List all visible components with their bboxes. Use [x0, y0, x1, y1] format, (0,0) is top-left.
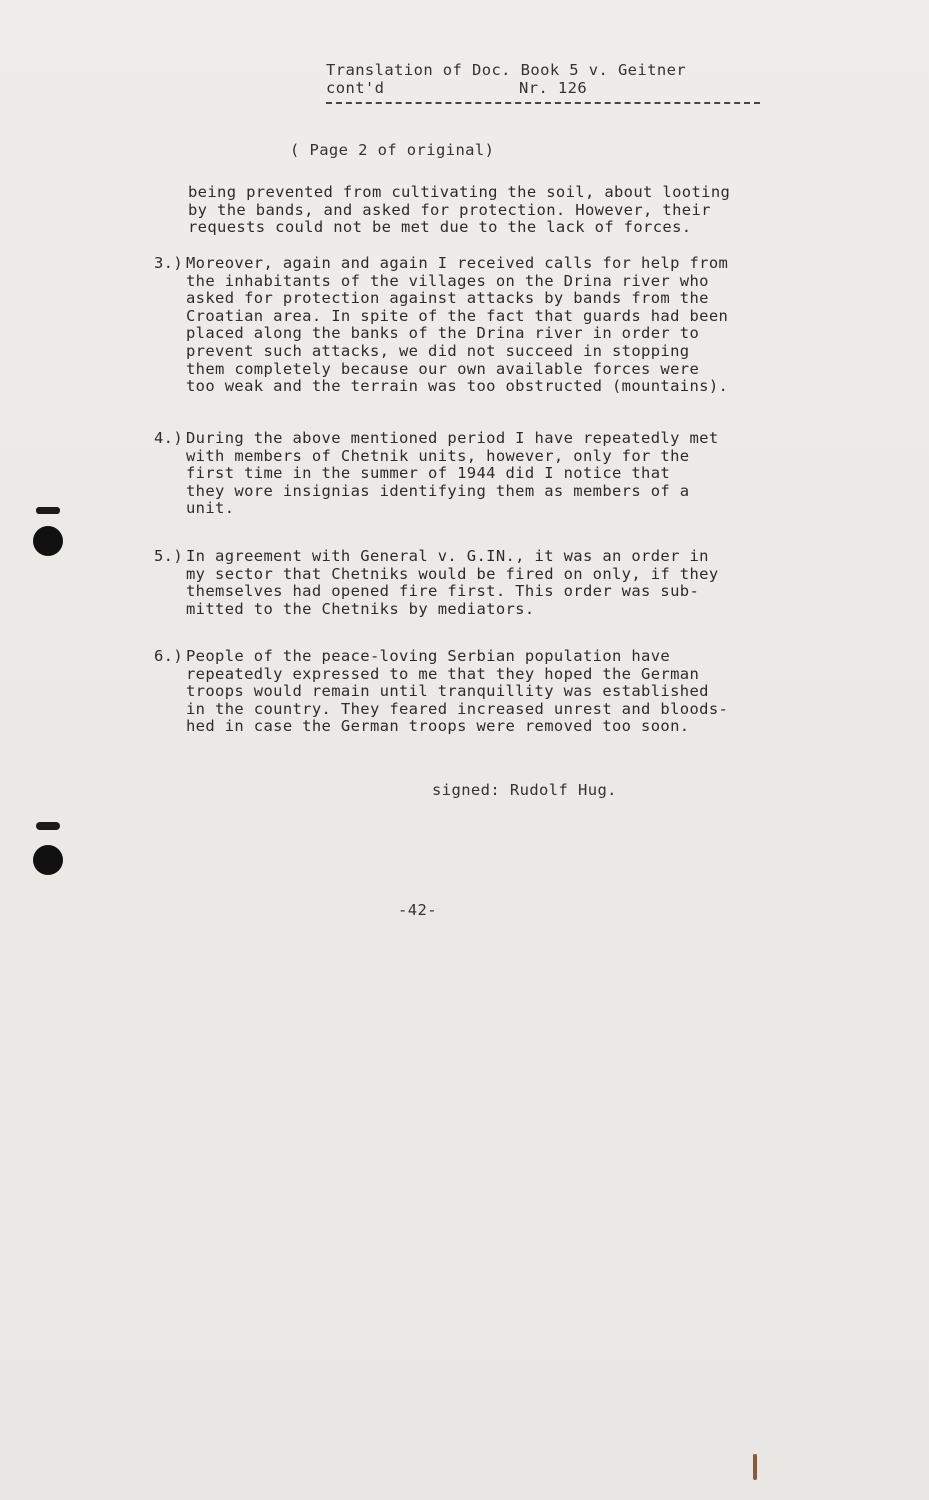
- item-line: During the above mentioned period I have repeatedly met: [186, 429, 719, 447]
- item-line: Moreover, again and again I received calls for help from: [186, 254, 729, 272]
- item-line: placed along the banks of the Drina river in order to: [186, 324, 700, 343]
- item-line: first time in the summer of 1944 did I notice that: [186, 464, 671, 483]
- page-number: -42-: [398, 901, 437, 919]
- item-line: hed in case the German troops were removed too soon.: [186, 717, 690, 736]
- item-line: in the country. They feared increased unrest and bloods-: [186, 699, 729, 718]
- item-line: prevent such attacks, we did not succeed in stopping: [186, 341, 690, 360]
- header-contd: cont'd: [326, 79, 385, 97]
- binder-hole: [33, 845, 63, 875]
- item-number: 5.): [154, 547, 184, 565]
- item-number: 4.): [154, 429, 184, 447]
- intro-line: being prevented from cultivating the soil, about looting: [188, 183, 731, 201]
- intro-line: requests could not be met due to the lack of forces.: [188, 218, 692, 237]
- paper-mark: [753, 1454, 757, 1480]
- header-title: Translation of Doc. Book 5 v. Geitner: [326, 61, 687, 79]
- page-note: ( Page 2 of original): [290, 141, 495, 159]
- item-line: them completely because our own available forces were: [186, 359, 700, 378]
- item-line: In agreement with General v. G.IN., it was an order in: [186, 547, 709, 565]
- item-number: 6.): [154, 647, 184, 665]
- item-line: themselves had opened fire first. This order was sub-: [186, 582, 700, 601]
- item-line: my sector that Chetniks would be fired on only, if they: [186, 564, 719, 583]
- item-line: asked for protection against attacks by bands from the: [186, 289, 709, 308]
- signature: signed: Rudolf Hug.: [432, 781, 617, 799]
- item-line: the inhabitants of the villages on the Drina river who: [186, 271, 709, 290]
- item-line: they wore insignias identifying them as members of a: [186, 481, 690, 500]
- item-number: 3.): [154, 254, 184, 272]
- binder-tab-mark: [36, 507, 60, 514]
- item-line: repeatedly expressed to me that they hoped the German: [186, 664, 700, 683]
- item-line: with members of Chetnik units, however, only for the: [186, 446, 690, 465]
- item-line: too weak and the terrain was too obstructed (mountains).: [186, 377, 729, 396]
- binder-hole: [33, 526, 63, 556]
- intro-line: by the bands, and asked for protection. However, their: [188, 200, 711, 219]
- item-line: People of the peace-loving Serbian population have: [186, 647, 671, 665]
- item-line: unit.: [186, 499, 235, 518]
- binder-tab-mark: [36, 822, 60, 830]
- intro-paragraph: [188, 184, 730, 237]
- header-number: Nr. 126: [519, 79, 588, 97]
- item-line: Croatian area. In spite of the fact that guards had been: [186, 306, 729, 325]
- item-line: mitted to the Chetniks by mediators.: [186, 599, 535, 618]
- item-line: troops would remain until tranquillity was established: [186, 682, 709, 701]
- header-underline: [326, 102, 760, 104]
